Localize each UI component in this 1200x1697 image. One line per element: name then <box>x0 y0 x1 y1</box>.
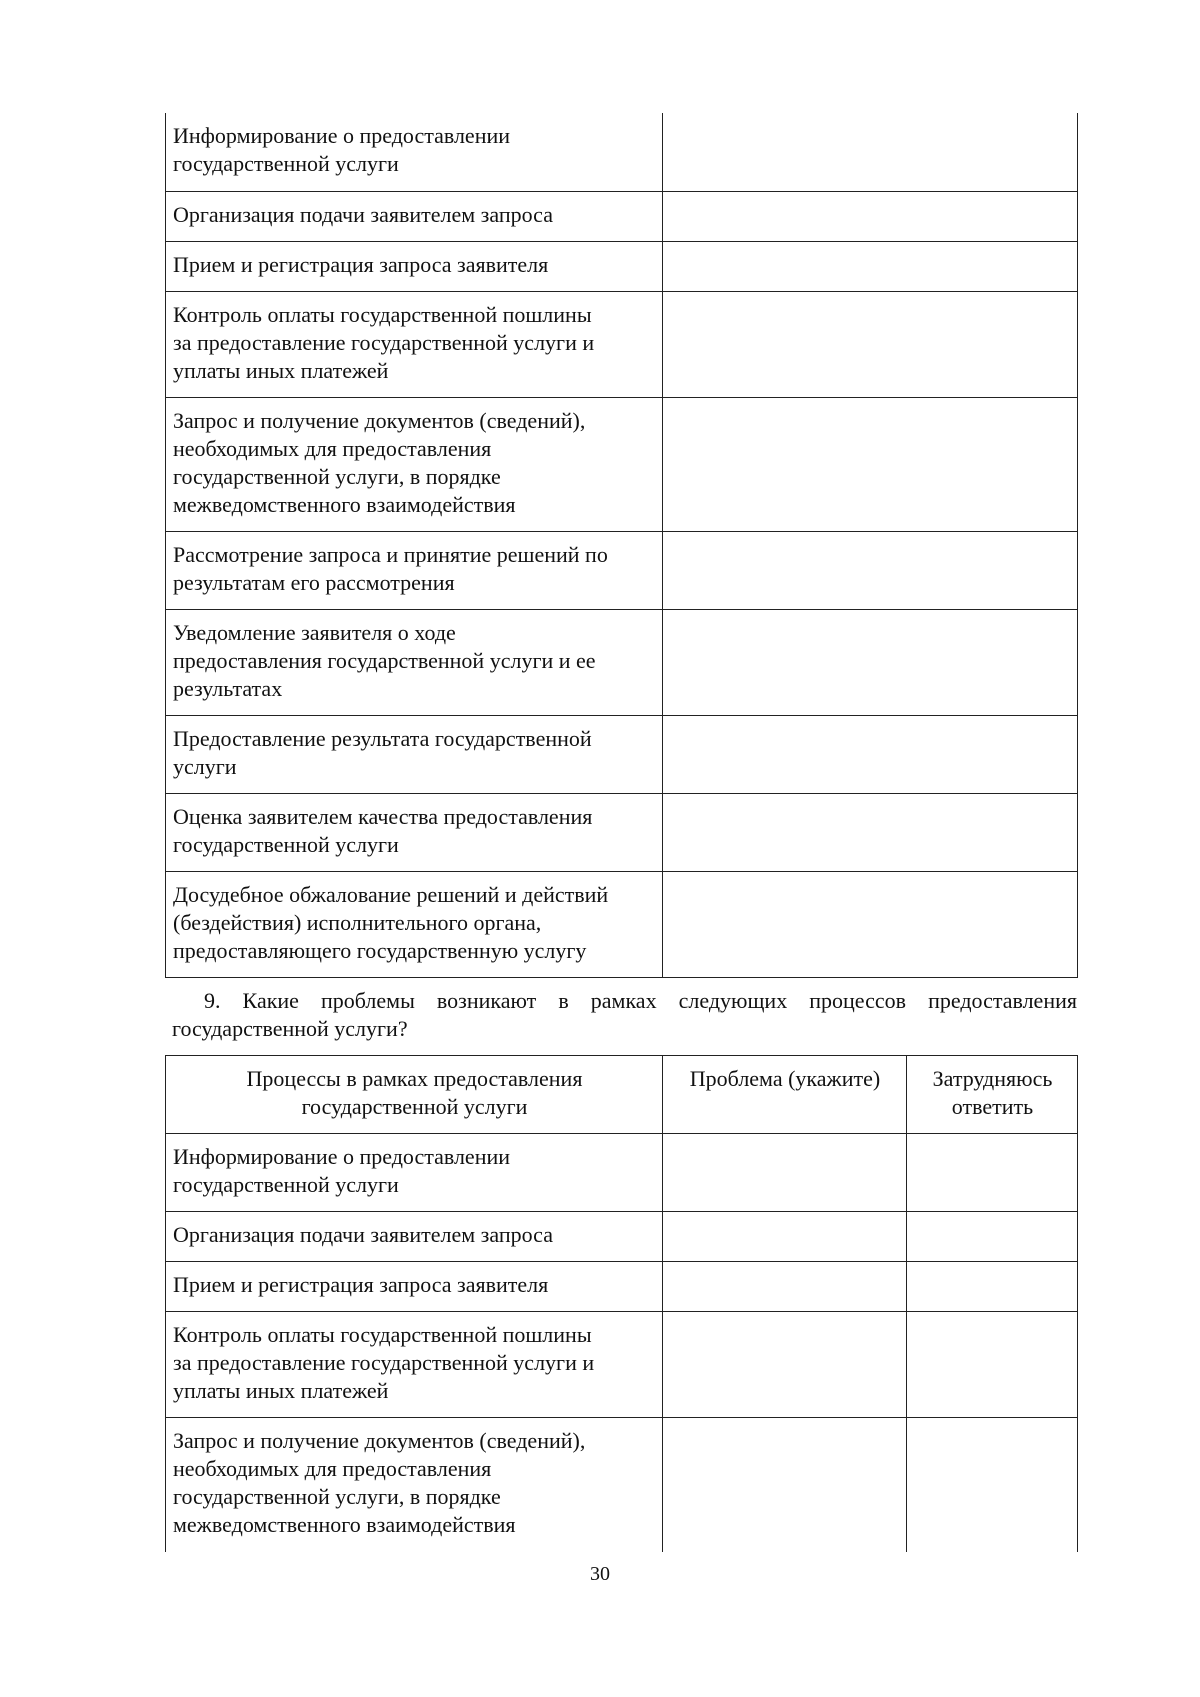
process-cell: Предоставление результата государственной услуги <box>166 715 663 793</box>
answer-cell[interactable] <box>663 531 1078 609</box>
process-cell: Досудебное обжалование решений и действий (бездействия) исполнительного органа, предоставляющего государственную услугу <box>166 871 663 977</box>
process-cell: Информирование о предоставлении государственной услуги <box>166 1134 663 1212</box>
answer-cell[interactable] <box>663 191 1078 241</box>
question-9: 9. Какие проблемы возникают в рамках следующих процессов предоставления государственной услуги? <box>172 988 1077 1041</box>
process-cell: Информирование о предоставлении государственной услуги <box>166 113 663 191</box>
problem-cell[interactable] <box>663 1134 907 1212</box>
answer-cell[interactable] <box>663 241 1078 291</box>
table-row <box>166 241 1078 291</box>
process-cell: Организация подачи заявителем запроса <box>166 1212 663 1262</box>
table-row <box>166 113 1078 191</box>
process-cell: Запрос и получение документов (сведений), необходимых для предоставления государственной услуги, в порядке межведомственного взаимодействия <box>166 1418 663 1552</box>
difficult-cell[interactable] <box>907 1312 1078 1418</box>
table-row <box>166 1212 1078 1262</box>
problem-cell[interactable] <box>663 1262 907 1312</box>
difficult-cell[interactable] <box>907 1418 1078 1552</box>
table-row <box>166 1312 1078 1418</box>
column-header-difficult: Затрудняюсь ответить <box>907 1056 1078 1134</box>
process-cell: Уведомление заявителя о ходе предоставления государственной услуги и ее результатах <box>166 609 663 715</box>
process-cell: Прием и регистрация запроса заявителя <box>166 1262 663 1312</box>
table-row <box>166 1262 1078 1312</box>
problem-cell[interactable] <box>663 1418 907 1552</box>
table-row <box>166 1134 1078 1212</box>
table-header-row <box>166 1056 1078 1134</box>
answer-cell[interactable] <box>663 609 1078 715</box>
problems-table <box>165 1055 1078 1552</box>
process-cell: Контроль оплаты государственной пошлины за предоставление государственной услуги и уплаты иных платежей <box>166 1312 663 1418</box>
table-row <box>166 191 1078 241</box>
table-row <box>166 1418 1078 1552</box>
table-row <box>166 531 1078 609</box>
answer-cell[interactable] <box>663 871 1078 977</box>
difficult-cell[interactable] <box>907 1262 1078 1312</box>
column-header-processes: Процессы в рамках предоставления государственной услуги <box>166 1056 663 1134</box>
process-cell: Организация подачи заявителем запроса <box>166 191 663 241</box>
process-cell: Рассмотрение запроса и принятие решений по результатам его рассмотрения <box>166 531 663 609</box>
process-cell: Прием и регистрация запроса заявителя <box>166 241 663 291</box>
table-row <box>166 609 1078 715</box>
answer-cell[interactable] <box>663 793 1078 871</box>
problem-cell[interactable] <box>663 1312 907 1418</box>
table-row <box>166 715 1078 793</box>
table-row <box>166 793 1078 871</box>
table-row <box>166 871 1078 977</box>
answer-cell[interactable] <box>663 113 1078 191</box>
process-cell: Контроль оплаты государственной пошлины за предоставление государственной услуги и уплаты иных платежей <box>166 291 663 397</box>
problem-cell[interactable] <box>663 1212 907 1262</box>
answer-cell[interactable] <box>663 291 1078 397</box>
answer-cell[interactable] <box>663 397 1078 531</box>
difficult-cell[interactable] <box>907 1212 1078 1262</box>
processes-table-continued <box>165 113 1078 978</box>
table-row <box>166 291 1078 397</box>
page-number: 30 <box>590 1563 610 1585</box>
column-header-problem: Проблема (укажите) <box>663 1056 907 1134</box>
table-row <box>166 397 1078 531</box>
process-cell: Оценка заявителем качества предоставления государственной услуги <box>166 793 663 871</box>
difficult-cell[interactable] <box>907 1134 1078 1212</box>
process-cell: Запрос и получение документов (сведений), необходимых для предоставления государственной услуги, в порядке межведомственного взаимодействия <box>166 397 663 531</box>
answer-cell[interactable] <box>663 715 1078 793</box>
